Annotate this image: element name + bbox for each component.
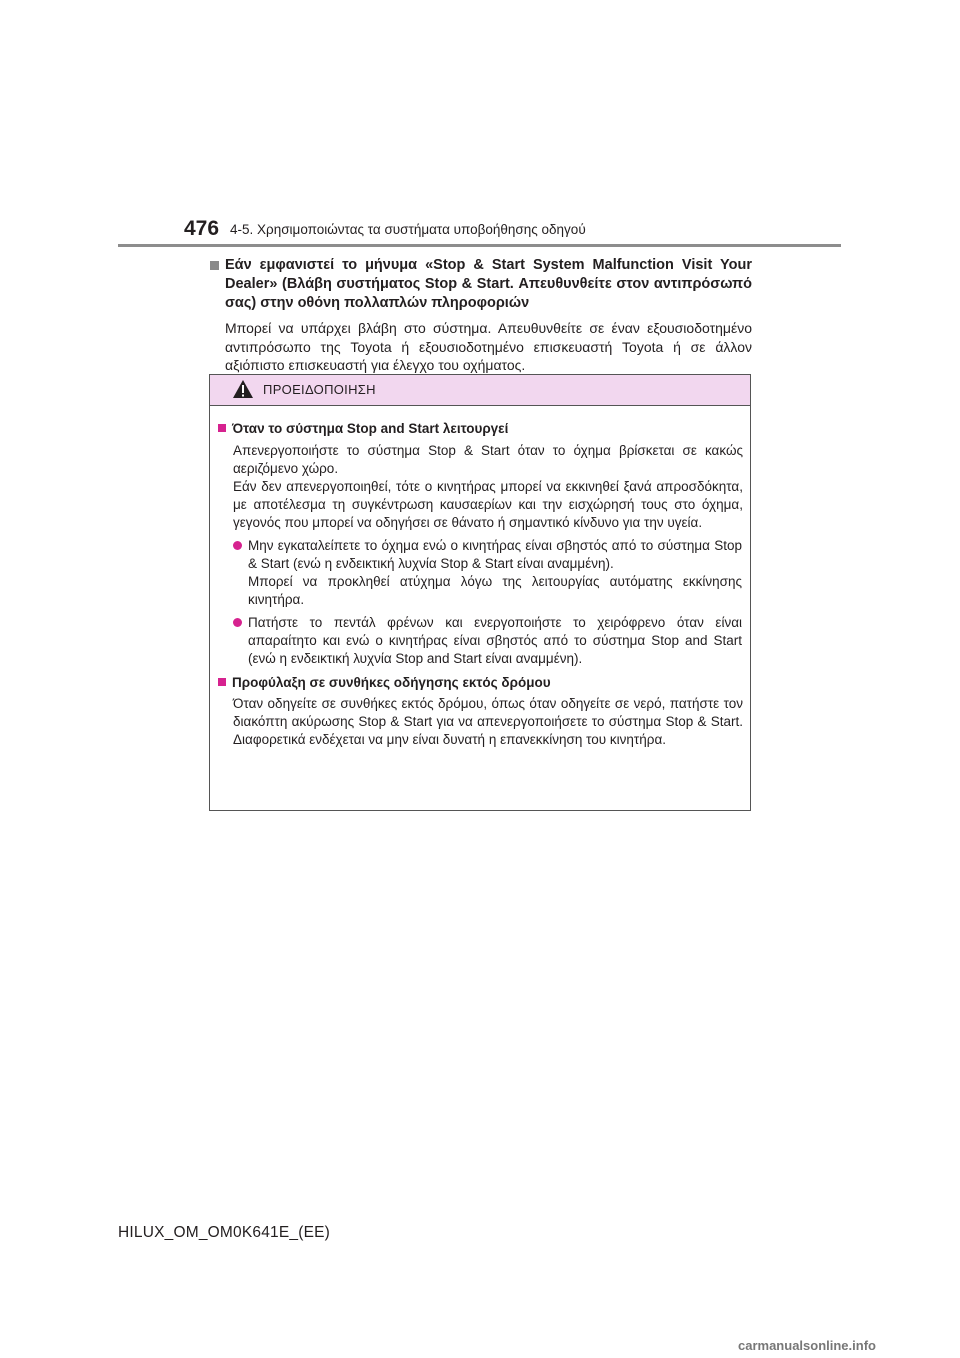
- section-heading: Εάν εμφανιστεί το μήνυμα «Stop & Start System Malfunction Visit Your Dealer» (Βλάβη συστήματος Stop & Start. Απευθυνθείτε στον αντιπρόσωπό σας) στην οθόνη πολλαπλών πληροφοριών: [225, 257, 752, 311]
- circle-bullet-icon: [233, 541, 242, 550]
- warning-title: ΠΡΟΕΙΔΟΠΟΙΗΣΗ: [263, 382, 376, 397]
- warning-paragraph-2: Εάν δεν απενεργοποιηθεί, τότε ο κινητήρας μπορεί να εκκινηθεί ξανά απροσδόκητα, με αποτέλεσμα τη συγκέντρωση καυσαερίων και την εισχώρησή τους στο όχημα, γεγονός που μπορεί να οδηγήσει σε θάνατο ή σημαντικό κίνδυνο για την υγεία.: [233, 479, 743, 530]
- watermark: carmanualsonline.info: [738, 1338, 876, 1353]
- warning-subheading-2: Προφύλαξη σε συνθήκες οδήγησης εκτός δρόμου: [232, 675, 551, 690]
- malfunction-section: [208, 256, 752, 375]
- bullet-1-text: Μην εγκαταλείπετε το όχημα ενώ ο κινητήρας είναι σβηστός από το σύστημα Stop & Start (ενώ η ενδεικτική λυχνία Stop & Start είναι αναμμένη).: [248, 538, 742, 571]
- list-item: [233, 614, 742, 668]
- warning-triangle-icon: [232, 379, 254, 399]
- square-bullet-icon: [210, 261, 219, 270]
- bullet-2-text: Πατήστε το πεντάλ φρένων και ενεργοποιήστε το χειρόφρενο όταν είναι απαραίτητο και ενώ ο κινητήρας είναι σβηστός από το σύστημα Stop and Start (ενώ η ενδεικτική λυχνία Stop and Start είναι αναμμένη).: [248, 615, 742, 666]
- square-bullet-icon: [218, 424, 226, 432]
- warning-paragraph-3: Όταν οδηγείτε σε συνθήκες εκτός δρόμου, όπως όταν οδηγείτε σε νερό, πατήστε τον διακόπτη ακύρωσης Stop & Start για να απενεργοποιήσετε το σύστημα Stop & Start. Διαφορετικά ενδέχεται να μην είναι δυνατή η επανεκκίνηση του κινητήρα.: [233, 696, 743, 747]
- bullet-1-note: Μπορεί να προκληθεί ατύχημα λόγω της λειτουργίας αυτόματης εκκίνησης κινητήρα.: [248, 574, 742, 607]
- warning-paragraph-1: Απενεργοποιήστε το σύστημα Stop & Start όταν το όχημα βρίσκεται σε κακώς αεριζόμενο χώρο.: [233, 443, 743, 476]
- square-bullet-icon: [218, 678, 226, 686]
- chapter-title: 4-5. Χρησιμοποιώντας τα συστήματα υποβοήθησης οδηγού: [230, 222, 586, 237]
- list-item: [233, 537, 742, 609]
- warning-box: [209, 374, 751, 811]
- page-header: [184, 217, 844, 247]
- header-rule: [118, 244, 841, 247]
- section-body: Μπορεί να υπάρχει βλάβη στο σύστημα. Απευθυνθείτε σε έναν εξουσιοδοτημένο αντιπρόσωπο της Toyota ή εξουσιοδοτημένο επισκευαστή Toyota ή σε άλλον αξιόπιστο επισκευαστή για έλεγχο του οχήματος.: [225, 320, 752, 373]
- warning-header: [210, 375, 750, 406]
- document-code: HILUX_OM_OM0K641E_(EE): [118, 1224, 331, 1241]
- warning-subheading-1: Όταν το σύστημα Stop and Start λειτουργεί: [232, 421, 509, 436]
- circle-bullet-icon: [233, 618, 242, 627]
- page-number: 476: [184, 217, 220, 240]
